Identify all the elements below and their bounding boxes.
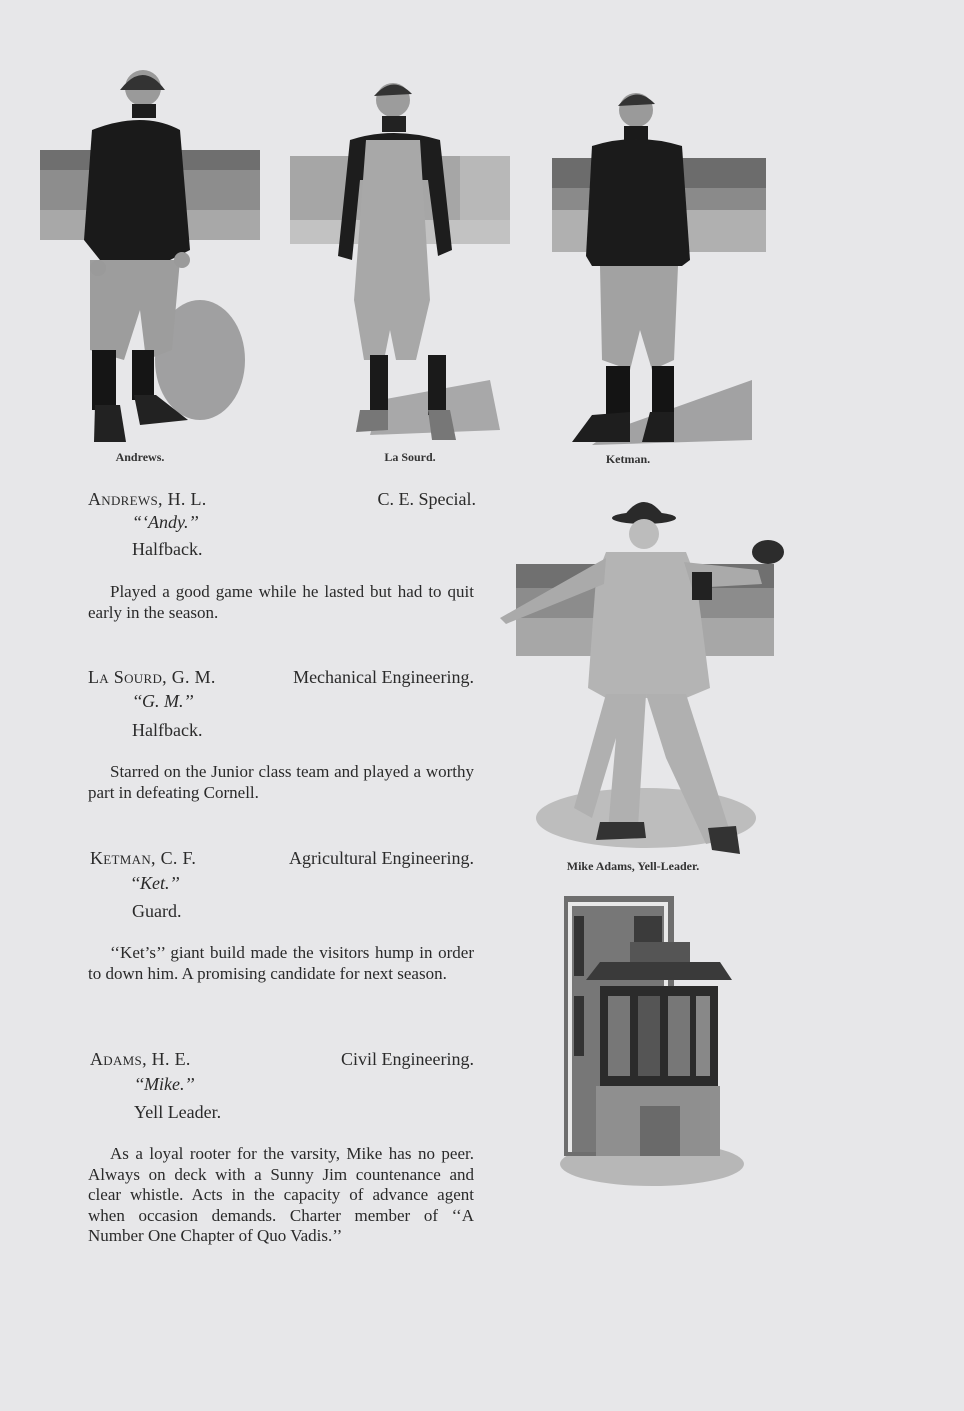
ketman-position: Guard. bbox=[132, 901, 182, 921]
andrews-nickname: “‘Andy.’’ bbox=[132, 512, 199, 532]
ketman-photo bbox=[552, 80, 774, 450]
ketman-name: Ketman, C. F. bbox=[90, 848, 197, 868]
adams-position: Yell Leader. bbox=[134, 1102, 222, 1122]
andrews-department: C. E. Special. bbox=[377, 489, 476, 509]
andrews-name: Andrews, H. L. bbox=[88, 489, 207, 509]
andrews-position: Halfback. bbox=[132, 539, 203, 559]
adams-description: As a loyal rooter for the varsity, Mike has no peer. Always on deck with a Sunny Jim countenance and clear whistle. Acts in the capacity of advance agent when occasion demands. Charter member of ‘‘A Number One Chapter of Quo Vadis.’’ bbox=[88, 1144, 474, 1246]
lasourd-caption: La Sourd. bbox=[384, 450, 436, 464]
lasourd-photo bbox=[290, 70, 512, 450]
ketman-caption: Ketman. bbox=[605, 452, 651, 466]
lasourd-description: Starred on the Junior class team and played a worthy part in defeating Cornell. bbox=[88, 762, 474, 802]
lasourd-department: Mechanical Engineering. bbox=[293, 667, 474, 687]
ketman-nickname: ‘‘Ket.’’ bbox=[130, 873, 180, 893]
lasourd-nickname: ‘‘G. M.’’ bbox=[132, 691, 194, 711]
andrews-caption: Andrews. bbox=[115, 450, 165, 464]
adams-caption: Mike Adams, Yell-Leader. bbox=[566, 859, 700, 873]
ketman-description: ‘‘Ket’s’’ giant build made the visitors hump in order to down him. A promising candidate for next season. bbox=[88, 943, 474, 983]
lasourd-name: La Sourd, G. M. bbox=[88, 667, 216, 687]
lasourd-position: Halfback. bbox=[132, 720, 203, 740]
adams-department: Civil Engineering. bbox=[341, 1049, 474, 1069]
pavilion-photo bbox=[556, 896, 756, 1196]
adams-nickname: ‘‘Mike.’’ bbox=[134, 1074, 195, 1094]
adams-photo bbox=[496, 488, 796, 860]
ketman-department: Agricultural Engineering. bbox=[289, 848, 474, 868]
andrews-photo bbox=[40, 60, 262, 450]
adams-name: Adams, H. E. bbox=[90, 1049, 191, 1069]
andrews-description: Played a good game while he lasted but had to quit early in the season. bbox=[88, 582, 474, 622]
